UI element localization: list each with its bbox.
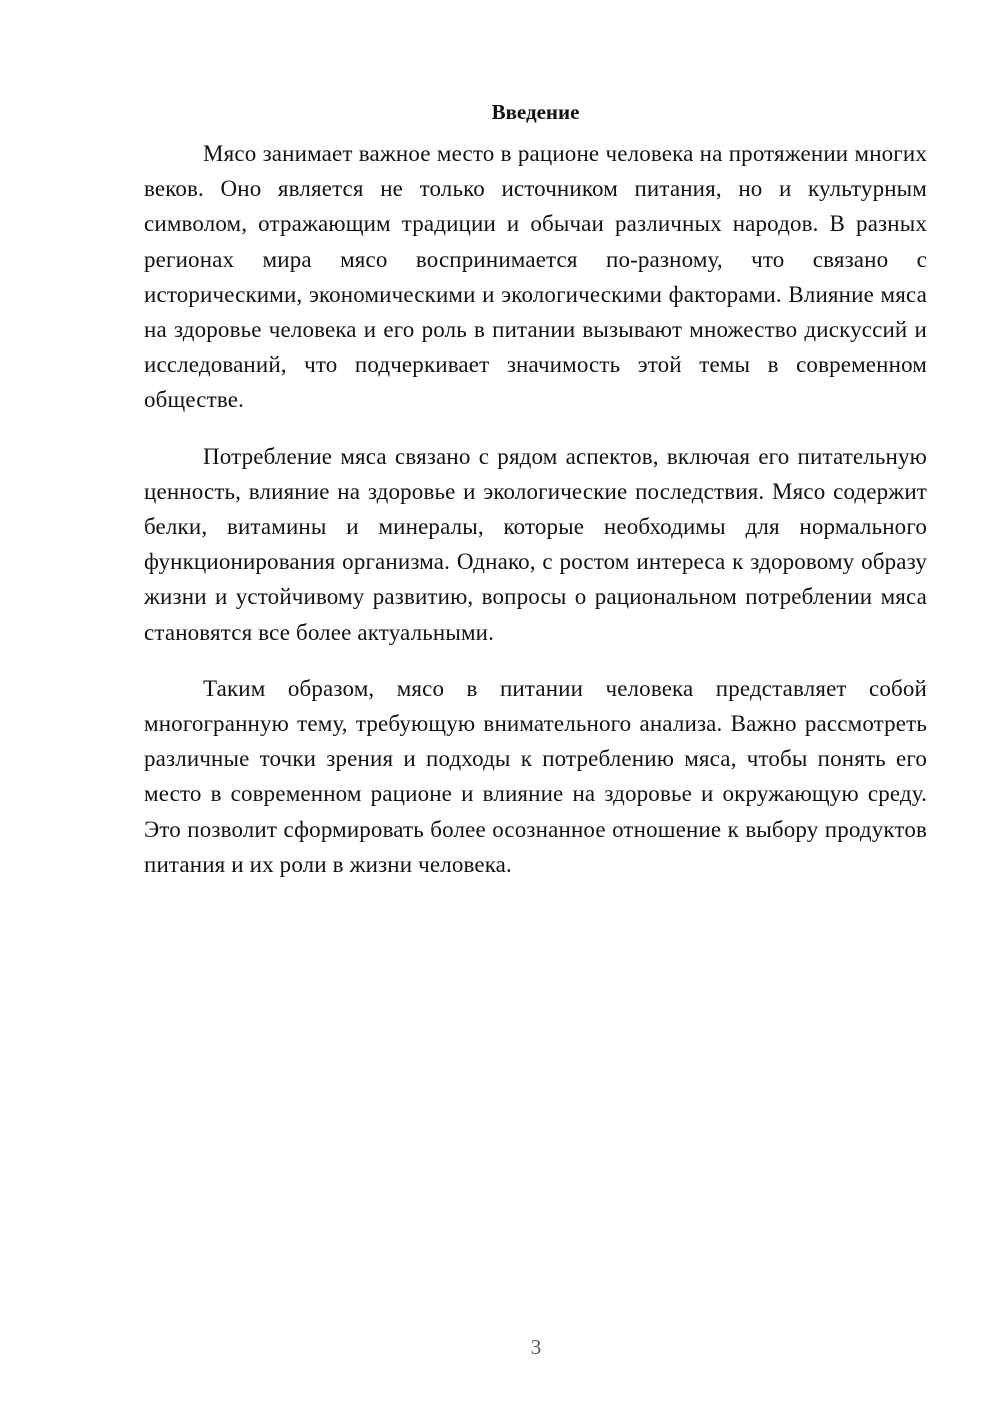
paragraph-1: Мясо занимает важное место в рационе человека на протяжении многих веков. Оно является не только источником питания, но и культурным символом, отражающим традиции и обычаи различных народов. В разных регионах мира мясо воспринимается по-разному, что связано с историческими, экономическими и экологическими факторами. Влияние мяса на здоровье человека и его роль в питании вызывают множество дискуссий и исследований, что подчеркивает значимость этой темы в современном обществе. — [144, 141, 927, 413]
paragraph-3: Таким образом, мясо в питании человека представляет собой многогранную тему, требующую внимательного анализа. Важно рассмотреть различные точки зрения и подходы к потреблению мяса, чтобы понять его место в современном рационе и влияние на здоровье и окружающую среду. Это позволит сформировать более осознанное отношение к выбору продуктов питания и их роли в жизни человека. — [144, 675, 927, 877]
section-heading: Введение — [491, 100, 580, 124]
paragraph-2: Потребление мяса связано с рядом аспектов, включая его питательную ценность, влияние на здоровье и экологические последствия. Мясо содержит белки, витамины и минералы, которые необходимы для нормального функционирования организма. Однако, с ростом интереса к здоровому образу жизни и устойчивому развитию, вопросы о рациональном потреблении мяса становятся все более актуальными. — [144, 443, 927, 645]
page-number: 3 — [530, 1335, 542, 1359]
page-content — [144, 97, 927, 903]
